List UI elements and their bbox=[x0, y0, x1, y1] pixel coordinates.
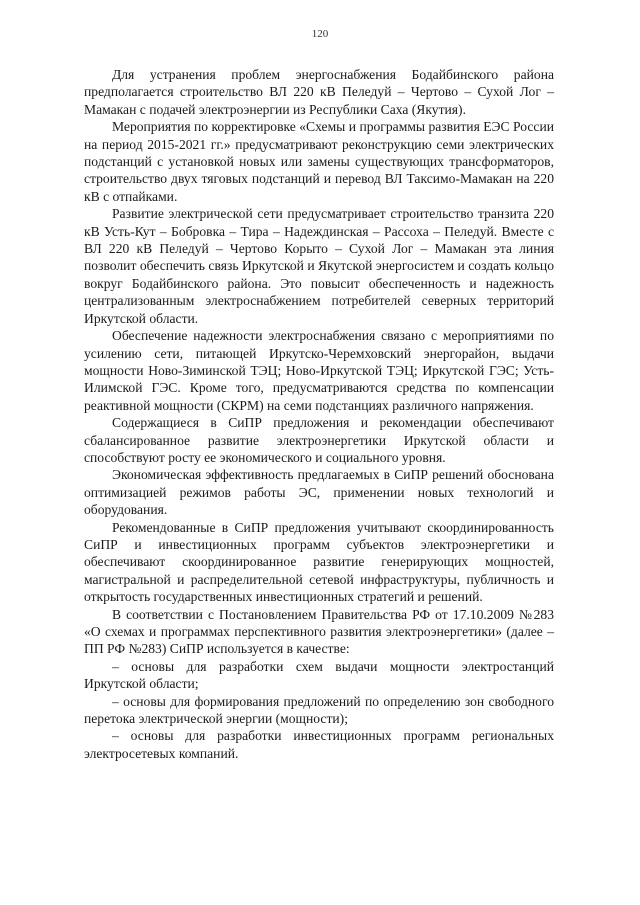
paragraph-efficiency: Экономическая эффективность предлагаемых в СиПР решений обоснована оптимизацией режимов работы ЭС, применении новых технологий и оборудования. bbox=[84, 467, 554, 518]
list-item-investment-programs: – основы для разработки инвестиционных программ региональных электросетевых компаний. bbox=[84, 728, 554, 761]
list-item-free-flow-zones: – основы для формирования предложений по определению зон свободного перетока электрической энергии (мощности); bbox=[84, 693, 554, 727]
page-number: 120 bbox=[311, 28, 329, 40]
paragraph-coordination: Рекомендованные в СиПР предложения учитывают скоординированность СиПР и инвестиционных программ субъектов электроэнергетики и обеспечивают скоординированное развитие генерирующих мощностей, магистральной и распределительной сетевой инфраструктуры, публичность и открытость государственных инвестиционных стратегий и решений. bbox=[84, 519, 554, 605]
paragraph-ees-scheme: Мероприятия по корректировке «Схемы и программы развития ЕЭС России на период 2015-2021 гг.» предусматривают реконструкцию семи электрических подстанций с установкой новых или замены существующих трансформаторов, строительство двух тяговых подстанций и перевод ВЛ Таксимо-Мамакан на 220 кВ с отпайками. bbox=[84, 119, 554, 204]
paragraph-grid-development: Развитие электрической сети предусматривает строительство транзита 220 кВ Усть-Кут – Бобровка – Тира – Надеждинская – Рассоха – Пеледуй. Вместе с ВЛ 220 кВ Пеледуй – Чертово Корыто – Сухой Лог – Мамакан эта линия позволит обеспечить связь Иркутской и Якутской энергосистем и создать кольцо вокруг Бодайбинского района. Это повысит обеспеченность и надежность централизованным электроснабжением потребителей северных территорий Иркутской области. bbox=[84, 206, 554, 326]
document-body bbox=[84, 66, 554, 762]
paragraph-reliability: Обеспечение надежности электроснабжения связано с мероприятиями по усилению сети, питающей Иркутско-Черемховский энергорайон, выдачи мощности Ново-Зиминской ТЭЦ; Ново-Иркутской ТЭЦ; Иркутской ГЭС; Усть-Илимской ГЭС. Кроме того, предусматриваются средства по компенсации реактивной мощности (СКРМ) на семи подстанциях различного напряжения. bbox=[84, 328, 554, 413]
paragraph-recommendations: Содержащиеся в СиПР предложения и рекомендации обеспечивают сбалансированное развитие электроэнергетики Иркутской области и способствуют росту ее экономического и социального уровня. bbox=[84, 415, 554, 465]
paragraph-government-decree: В соответствии с Постановлением Правительства РФ от 17.10.2009 №283 «О схемах и программах перспективного развития электроэнергетики» (далее – ПП РФ №283) СиПР используется в качестве: bbox=[84, 606, 554, 657]
paragraph-bodaibo-power: Для устранения проблем энергоснабжения Бодайбинского района предполагается строительство ВЛ 220 кВ Пеледуй – Чертово – Сухой Лог – Мамакан с подачей электроэнергии из Республики Саха (Якутия). bbox=[84, 67, 554, 117]
list-item-power-output: – основы для разработки схем выдачи мощности электростанций Иркутской области; bbox=[84, 658, 554, 692]
